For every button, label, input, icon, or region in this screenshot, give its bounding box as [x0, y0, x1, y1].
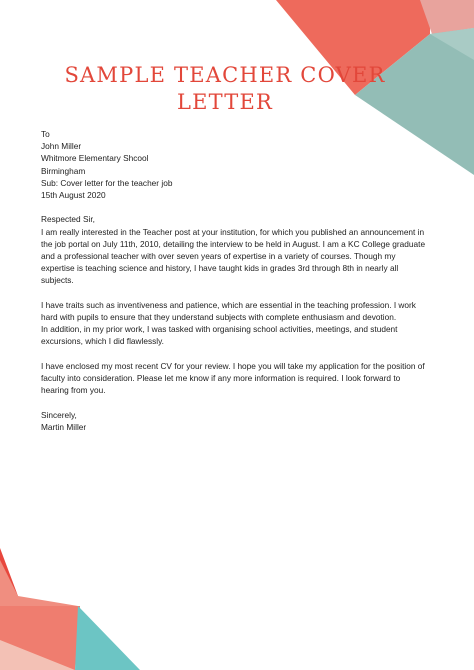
address-line: Birmingham	[41, 165, 86, 176]
paragraph-1	[41, 226, 426, 287]
paragraph-line: faculty into consideration. Please let me know if any more information is required. I look forward to	[41, 373, 401, 384]
address-line: John Miller	[41, 141, 82, 152]
letter-body	[41, 128, 426, 433]
paragraph-line: and a professional teacher with over seven years of expertise in a variety of courses. Though my	[41, 251, 396, 262]
paragraph-line: excursions, which I did flawlessly.	[41, 336, 164, 347]
signature: Martin Miller	[41, 421, 87, 432]
paragraph-line: I am really interested in the Teacher post at your institution, for which you published an announcement in	[41, 226, 425, 237]
address-line: 15th August 2020	[41, 190, 106, 201]
salutation: Respected Sir,	[41, 214, 95, 225]
paragraph-2	[41, 299, 421, 348]
address-block	[41, 128, 421, 201]
paragraph-line: I have enclosed my most recent CV for your review. I hope you will take my application for the position of	[41, 360, 425, 371]
paragraph-line: subjects.	[41, 275, 74, 286]
document-title	[20, 62, 430, 116]
paragraph-line: the job portal on July 11th, 2010, detailing the interview to be held in August. I am a KC College graduate	[41, 238, 426, 249]
paragraph-3	[41, 360, 425, 397]
title-line: SAMPLE TEACHER COVER	[64, 63, 386, 87]
paragraph-line: hard with pupils to ensure that they understand subjects with complete enthusiasm and devotion.	[41, 312, 397, 323]
address-line: Whitmore Elementary Shcool	[41, 153, 149, 164]
address-line: Sub: Cover letter for the teacher job	[41, 177, 173, 188]
paragraph-line: In addition, in my prior work, I was tasked with organising school activities, meetings, and student	[41, 324, 398, 335]
paragraph-line: hearing from you.	[41, 385, 106, 396]
address-line: To	[41, 129, 50, 139]
bottom-left-aqua	[75, 606, 140, 670]
closing: Sincerely,	[41, 409, 77, 420]
paragraph-line: expertise is teaching science and history, I have taught kids in grades 3rd through 8th in nearly all	[41, 263, 399, 274]
title-line: LETTER	[176, 90, 274, 114]
paragraph-line: I have traits such as inventiveness and patience, which are essential in the teaching profession. I work	[41, 299, 416, 310]
